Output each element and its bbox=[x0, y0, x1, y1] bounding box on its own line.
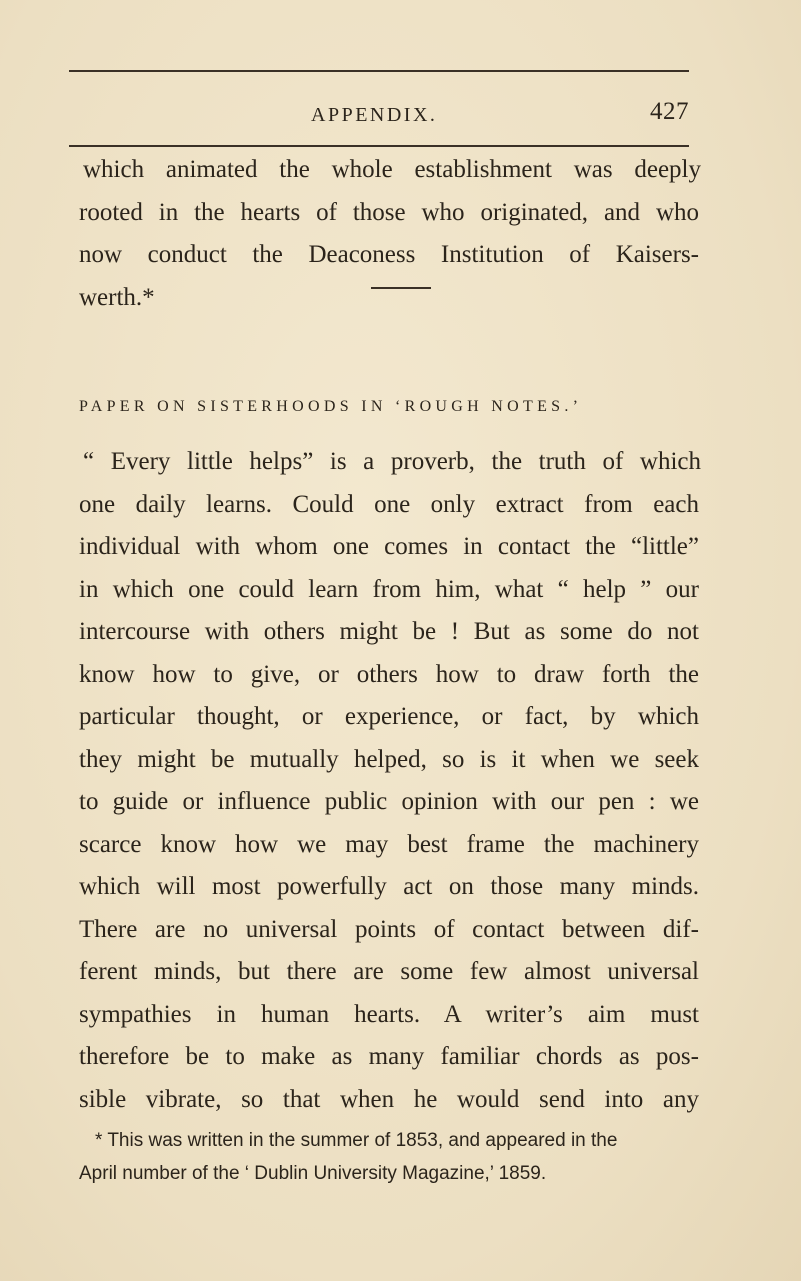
page-number: 427 bbox=[650, 98, 689, 125]
paragraph-line: “ Every little helps” is a proverb, the truth of which bbox=[83, 448, 701, 475]
paragraph-line: they might be mutually helped, so is it when we seek bbox=[79, 746, 699, 773]
paragraph-line: ferent minds, but there are some few almost universal bbox=[79, 958, 699, 985]
paragraph-line: sible vibrate, so that when he would send into any bbox=[79, 1086, 699, 1113]
top-rule bbox=[69, 70, 689, 72]
section-heading: PAPER ON SISTERHOODS IN ‘ROUGH NOTES.’ bbox=[79, 398, 583, 415]
paragraph-line: therefore be to make as many familiar chords as pos- bbox=[79, 1043, 699, 1070]
paragraph-line: in which one could learn from him, what “ help ” our bbox=[79, 576, 699, 603]
paragraph-line: which will most powerfully act on those many minds. bbox=[79, 873, 699, 900]
paragraph-line: now conduct the Deaconess Institution of Kaisers- bbox=[79, 241, 699, 268]
paragraph-line: individual with whom one comes in contact the “little” bbox=[79, 533, 699, 560]
paragraph-line: to guide or influence public opinion with our pen : we bbox=[79, 788, 699, 815]
running-head-title: APPENDIX. bbox=[311, 104, 438, 126]
running-head bbox=[69, 96, 689, 136]
paragraph-line: scarce know how we may best frame the machinery bbox=[79, 831, 699, 858]
paragraph-line: particular thought, or experience, or fact, by which bbox=[79, 703, 699, 730]
footnote-line: April number of the ‘ Dublin University Magazine,’ 1859. bbox=[79, 1163, 547, 1184]
paragraph-line: werth.* bbox=[79, 284, 155, 311]
header-rule bbox=[69, 145, 689, 147]
paragraph-line: which animated the whole establishment was deeply bbox=[83, 156, 701, 183]
paragraph-line: There are no universal points of contact between dif- bbox=[79, 916, 699, 943]
section-divider bbox=[371, 287, 431, 289]
footnote-line: * This was written in the summer of 1853, and appeared in the bbox=[95, 1130, 618, 1151]
paragraph-line: intercourse with others might be ! But as some do not bbox=[79, 618, 699, 645]
paragraph-line: one daily learns. Could one only extract from each bbox=[79, 491, 699, 518]
paragraph-line: rooted in the hearts of those who originated, and who bbox=[79, 199, 699, 226]
paragraph-line: sympathies in human hearts. A writer’s aim must bbox=[79, 1001, 699, 1028]
paragraph-line: know how to give, or others how to draw forth the bbox=[79, 661, 699, 688]
